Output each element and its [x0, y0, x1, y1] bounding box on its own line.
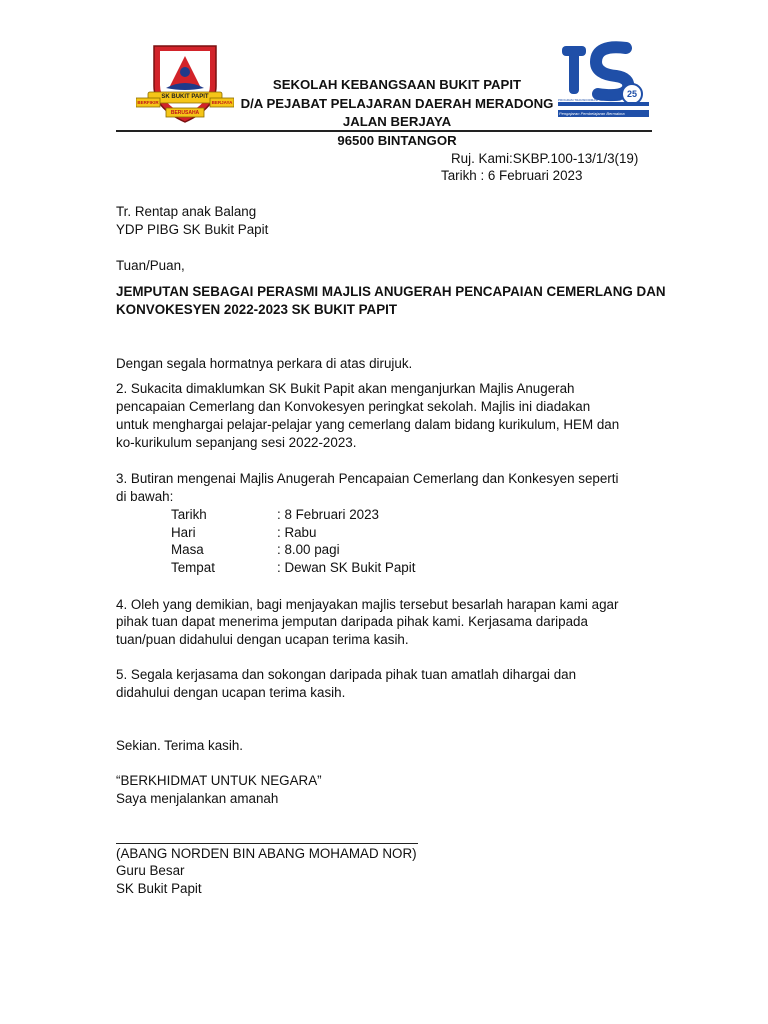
paragraph-2-line: 2. Sukacita dimaklumkan SK Bukit Papit akan menganjurkan Majlis Anugerah — [116, 381, 575, 396]
school-name: SEKOLAH KEBANGSAAN BUKIT PAPIT — [272, 77, 522, 92]
school-crest-logo — [136, 42, 234, 126]
crest-ribbon-right: BERJAYA — [211, 100, 233, 105]
closing-thanks: Sekian. Terima kasih. — [116, 738, 244, 753]
recipient-title: YDP PIBG SK Bukit Papit — [116, 222, 269, 237]
signatory-position: Guru Besar — [116, 863, 185, 878]
paragraph-4-line: 4. Oleh yang demikian, bagi menjayakan majlis tersebut besarlah harapan kami agar — [116, 597, 619, 612]
recipient-name: Tr. Rentap anak Balang — [116, 204, 257, 219]
paragraph-2-line: untuk menghargai pelajar-pelajar yang cemerlang dalam bidang kurikulum, HEM dan — [116, 417, 620, 432]
paragraph-2-line: ko-kurikulum sepanjang sesi 2022-2023. — [116, 435, 357, 450]
crest-ribbon-bottom: BERUSAHA — [170, 110, 200, 116]
detail-label: Hari — [171, 525, 196, 540]
signatory-school: SK Bukit Papit — [116, 881, 202, 896]
ts25-logo — [556, 40, 651, 120]
detail-label: Masa — [171, 542, 204, 557]
subject-line-2: KONVOKESYEN 2022-2023 SK BUKIT PAPIT — [116, 302, 398, 317]
crest-ribbon-left: BERFIKIR — [137, 100, 159, 105]
paragraph-1: Dengan segala hormatnya perkara di atas dirujuk. — [116, 356, 413, 371]
street-address: JALAN BERJAYA — [342, 114, 452, 129]
office-name: D/A PEJABAT PELAJARAN DAERAH MERADONG — [240, 95, 554, 111]
letterhead — [232, 76, 562, 150]
postcode-city: 96500 BINTANGOR — [337, 132, 457, 148]
paragraph-2-line: pencapaian Cemerlang dan Konvokesyen peringkat sekolah. Majlis ini diadakan — [116, 399, 591, 414]
ts25-caption-program: PROGRAM TRANSFORMASI SEKOLAH 2025 — [558, 98, 621, 102]
reference-number: Ruj. Kami:SKBP.100-13/1/3(19) — [451, 151, 639, 166]
detail-value: : Dewan SK Bukit Papit — [277, 560, 416, 575]
header-divider — [116, 130, 652, 132]
ts25-caption-tagline: Pengajaran Pembelajaran Bermakna — [559, 111, 625, 116]
salutation: Tuan/Puan, — [116, 258, 185, 273]
paragraph-3-line: di bawah: — [116, 489, 174, 504]
paragraph-4-line: tuan/puan didahului dengan ucapan terima kasih. — [116, 632, 409, 647]
signature-line — [116, 843, 418, 844]
detail-value: : Rabu — [277, 525, 317, 540]
crest-ribbon-top: SK BUKIT PAPIT — [161, 94, 209, 100]
detail-label: Tarikh — [171, 507, 207, 522]
detail-label: Tempat — [171, 560, 215, 575]
paragraph-5-line: didahului dengan ucapan terima kasih. — [116, 685, 346, 700]
closing-motto: “BERKHIDMAT UNTUK NEGARA” — [116, 773, 322, 788]
paragraph-5-line: 5. Segala kerjasama dan sokongan daripada pihak tuan amatlah dihargai dan — [116, 667, 577, 682]
signatory-name: (ABANG NORDEN BIN ABANG MOHAMAD NOR) — [116, 846, 417, 861]
ts25-number: 25 — [626, 89, 637, 99]
detail-value: : 8 Februari 2023 — [277, 507, 379, 522]
closing-trust: Saya menjalankan amanah — [116, 791, 279, 806]
letter-date: Tarikh : 6 Februari 2023 — [441, 168, 583, 183]
paragraph-3-line: 3. Butiran mengenai Majlis Anugerah Pencapaian Cemerlang dan Konkesyen seperti — [116, 471, 619, 486]
paragraph-4-line: pihak tuan dapat menerima jemputan daripada pihak kami. Kerjasama daripada — [116, 614, 588, 629]
detail-value: : 8.00 pagi — [277, 542, 340, 557]
subject-line-1: JEMPUTAN SEBAGAI PERASMI MAJLIS ANUGERAH PENCAPAIAN CEMERLANG DAN — [116, 284, 666, 299]
